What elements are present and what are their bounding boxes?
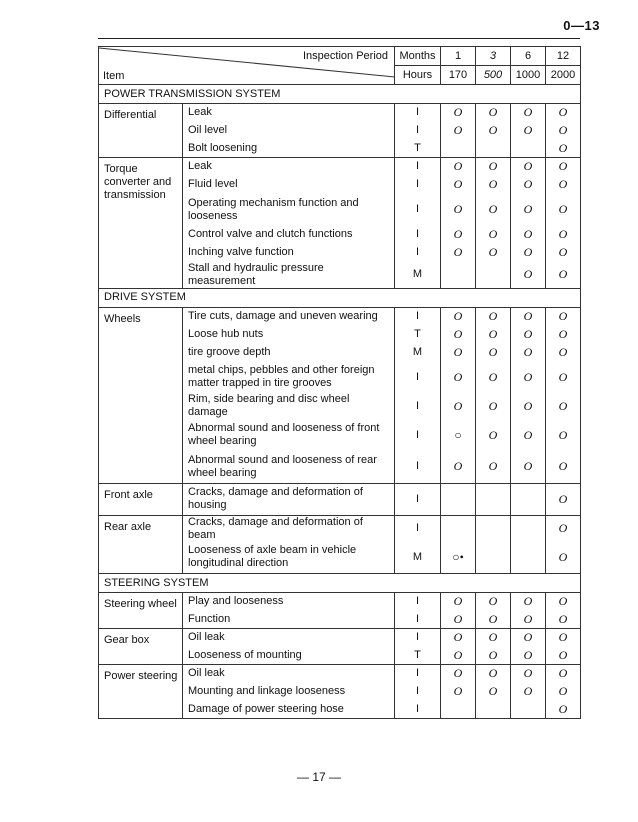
inspection-description: Cracks, damage and deformation of housing (183, 483, 395, 515)
period-mark: O (476, 361, 511, 393)
section-title: POWER TRANSMISSION SYSTEM (99, 85, 581, 104)
period-mark: O (476, 647, 511, 665)
method-code: I (395, 701, 441, 719)
period-mark: O (511, 343, 546, 361)
period-mark: O (511, 104, 546, 122)
hours-1000: 1000 (511, 66, 546, 85)
period-mark (511, 515, 546, 542)
inspection-description: Tire cuts, damage and uneven wearing (183, 307, 395, 325)
table-row (99, 665, 581, 683)
method-code: I (395, 393, 441, 419)
period-mark: O (546, 176, 581, 194)
period-mark: O (441, 593, 476, 611)
period-mark (441, 140, 476, 158)
inspection-description: Stall and hydraulic pressure measurement (183, 262, 395, 289)
period-mark (476, 701, 511, 719)
period-mark (511, 483, 546, 515)
period-mark: O (476, 104, 511, 122)
section-row (99, 288, 581, 307)
item-cell: Gear box (99, 629, 183, 665)
period-mark: O (511, 176, 546, 194)
method-code: M (395, 542, 441, 574)
period-mark: O (441, 611, 476, 629)
period-mark: O (476, 176, 511, 194)
inspection-description: Oil leak (183, 665, 395, 683)
inspection-description: Abnormal sound and looseness of rear wheel bearing (183, 451, 395, 483)
hours-170: 170 (441, 66, 476, 85)
period-mark: O (441, 393, 476, 419)
table-row (99, 593, 581, 611)
inspection-description: Looseness of axle beam in vehicle longitudinal direction (183, 542, 395, 574)
period-mark: O (511, 122, 546, 140)
period-mark: O (476, 158, 511, 176)
period-mark: O (546, 665, 581, 683)
method-code: I (395, 176, 441, 194)
table-row (99, 629, 581, 647)
period-mark: O (441, 343, 476, 361)
item-cell: Steering wheel (99, 593, 183, 629)
period-mark (476, 515, 511, 542)
period-mark: O (511, 611, 546, 629)
method-code: T (395, 325, 441, 343)
period-mark: O (546, 515, 581, 542)
period-mark (511, 542, 546, 574)
header-diagonal-cell (99, 47, 395, 85)
period-mark: O (476, 325, 511, 343)
method-code: I (395, 629, 441, 647)
period-mark (441, 262, 476, 289)
period-mark: ○• (441, 542, 476, 574)
item-cell: Power steering (99, 665, 183, 719)
method-code: I (395, 683, 441, 701)
period-mark (476, 262, 511, 289)
period-mark: O (476, 419, 511, 451)
period-mark: O (546, 419, 581, 451)
inspection-table (98, 46, 581, 719)
period-mark (476, 542, 511, 574)
page-footer: — 17 — (296, 770, 341, 784)
period-mark: O (511, 419, 546, 451)
table-row (99, 158, 581, 176)
method-code: I (395, 419, 441, 451)
period-mark: O (441, 307, 476, 325)
page-number: 0—13 (563, 18, 600, 33)
period-mark: O (546, 629, 581, 647)
month-12: 12 (546, 47, 581, 66)
method-code: T (395, 140, 441, 158)
method-code: I (395, 451, 441, 483)
period-mark: O (511, 325, 546, 343)
period-mark: O (441, 325, 476, 343)
period-mark: O (441, 647, 476, 665)
period-mark (441, 515, 476, 542)
inspection-description: Rim, side bearing and disc wheel damage (183, 393, 395, 419)
period-mark (476, 140, 511, 158)
period-mark: O (546, 683, 581, 701)
period-mark: O (511, 665, 546, 683)
period-mark: O (441, 122, 476, 140)
period-mark: O (546, 483, 581, 515)
inspection-description: Leak (183, 158, 395, 176)
period-mark: ○ (441, 419, 476, 451)
period-mark: O (511, 158, 546, 176)
method-code: I (395, 665, 441, 683)
period-mark (511, 701, 546, 719)
method-code: I (395, 307, 441, 325)
hours-label: Hours (395, 66, 441, 85)
period-mark: O (476, 226, 511, 244)
period-mark: O (546, 122, 581, 140)
method-code: I (395, 104, 441, 122)
period-mark: O (476, 393, 511, 419)
month-3: 3 (476, 47, 511, 66)
table-row (99, 515, 581, 542)
method-code: T (395, 647, 441, 665)
table-row (99, 104, 581, 122)
period-mark: O (476, 665, 511, 683)
period-mark: O (546, 701, 581, 719)
inspection-description: Play and looseness (183, 593, 395, 611)
inspection-description: tire groove depth (183, 343, 395, 361)
method-code: I (395, 226, 441, 244)
inspection-description: Bolt loosening (183, 140, 395, 158)
header-row-months (99, 47, 581, 66)
period-mark: O (546, 451, 581, 483)
inspection-description: Looseness of mounting (183, 647, 395, 665)
top-rule (98, 38, 580, 39)
period-mark: O (441, 226, 476, 244)
period-mark: O (476, 629, 511, 647)
method-code: M (395, 343, 441, 361)
inspection-description: Fluid level (183, 176, 395, 194)
hours-2000: 2000 (546, 66, 581, 85)
period-mark: O (511, 647, 546, 665)
item-cell: Torque converter and transmission (99, 158, 183, 289)
period-mark: O (476, 244, 511, 262)
period-mark: O (476, 451, 511, 483)
method-code: I (395, 483, 441, 515)
section-title: DRIVE SYSTEM (99, 288, 581, 307)
period-mark: O (511, 361, 546, 393)
period-mark: O (546, 244, 581, 262)
period-mark: O (441, 629, 476, 647)
period-mark: O (511, 629, 546, 647)
method-code: I (395, 158, 441, 176)
period-mark: O (476, 683, 511, 701)
period-mark: O (546, 194, 581, 226)
period-mark: O (546, 647, 581, 665)
hours-500: 500 (476, 66, 511, 85)
section-title: STEERING SYSTEM (99, 574, 581, 593)
period-mark: O (441, 104, 476, 122)
period-mark: O (511, 307, 546, 325)
inspection-description: Function (183, 611, 395, 629)
inspection-description: Abnormal sound and looseness of front wheel bearing (183, 419, 395, 451)
period-mark (441, 701, 476, 719)
months-label: Months (395, 47, 441, 66)
period-mark: O (511, 393, 546, 419)
item-cell: Differential (99, 104, 183, 158)
method-code: I (395, 515, 441, 542)
period-mark: O (546, 226, 581, 244)
inspection-description: Mounting and linkage looseness (183, 683, 395, 701)
inspection-description: Damage of power steering hose (183, 701, 395, 719)
period-mark (476, 483, 511, 515)
item-cell: Rear axle (99, 515, 183, 574)
period-mark: O (546, 325, 581, 343)
period-mark: O (546, 611, 581, 629)
period-mark: O (476, 122, 511, 140)
period-mark (441, 483, 476, 515)
period-mark: O (546, 542, 581, 574)
item-cell: Front axle (99, 483, 183, 515)
period-mark: O (441, 683, 476, 701)
period-mark: O (511, 244, 546, 262)
item-cell: Wheels (99, 307, 183, 483)
period-mark: O (441, 194, 476, 226)
inspection-description: Oil leak (183, 629, 395, 647)
period-mark: O (546, 593, 581, 611)
period-mark: O (511, 262, 546, 289)
method-code: I (395, 194, 441, 226)
period-mark: O (511, 593, 546, 611)
method-code: I (395, 611, 441, 629)
period-mark: O (511, 226, 546, 244)
method-code: M (395, 262, 441, 289)
period-mark: O (546, 393, 581, 419)
section-row (99, 574, 581, 593)
period-mark: O (441, 244, 476, 262)
month-6: 6 (511, 47, 546, 66)
inspection-period-label: Inspection Period (303, 50, 388, 62)
method-code: I (395, 593, 441, 611)
period-mark: O (441, 361, 476, 393)
table-row (99, 307, 581, 325)
period-mark: O (441, 158, 476, 176)
period-mark: O (441, 665, 476, 683)
period-mark: O (546, 361, 581, 393)
inspection-description: metal chips, pebbles and other foreign matter trapped in tire grooves (183, 361, 395, 393)
method-code: I (395, 244, 441, 262)
period-mark: O (546, 262, 581, 289)
inspection-description: Oil level (183, 122, 395, 140)
month-1: 1 (441, 47, 476, 66)
inspection-description: Loose hub nuts (183, 325, 395, 343)
period-mark: O (546, 140, 581, 158)
period-mark: O (476, 343, 511, 361)
period-mark: O (441, 176, 476, 194)
period-mark: O (511, 451, 546, 483)
period-mark: O (511, 683, 546, 701)
period-mark (511, 140, 546, 158)
period-mark: O (546, 343, 581, 361)
section-row (99, 85, 581, 104)
item-header-label: Item (103, 70, 125, 82)
method-code: I (395, 122, 441, 140)
period-mark: O (511, 194, 546, 226)
period-mark: O (546, 158, 581, 176)
inspection-description: Cracks, damage and deformation of beam (183, 515, 395, 542)
period-mark: O (441, 451, 476, 483)
period-mark: O (476, 307, 511, 325)
inspection-description: Control valve and clutch functions (183, 226, 395, 244)
period-mark: O (476, 611, 511, 629)
table-row (99, 483, 581, 515)
period-mark: O (476, 593, 511, 611)
period-mark: O (476, 194, 511, 226)
method-code: I (395, 361, 441, 393)
inspection-description: Leak (183, 104, 395, 122)
inspection-description: Inching valve function (183, 244, 395, 262)
inspection-description: Operating mechanism function and looseness (183, 194, 395, 226)
period-mark: O (546, 104, 581, 122)
period-mark: O (546, 307, 581, 325)
